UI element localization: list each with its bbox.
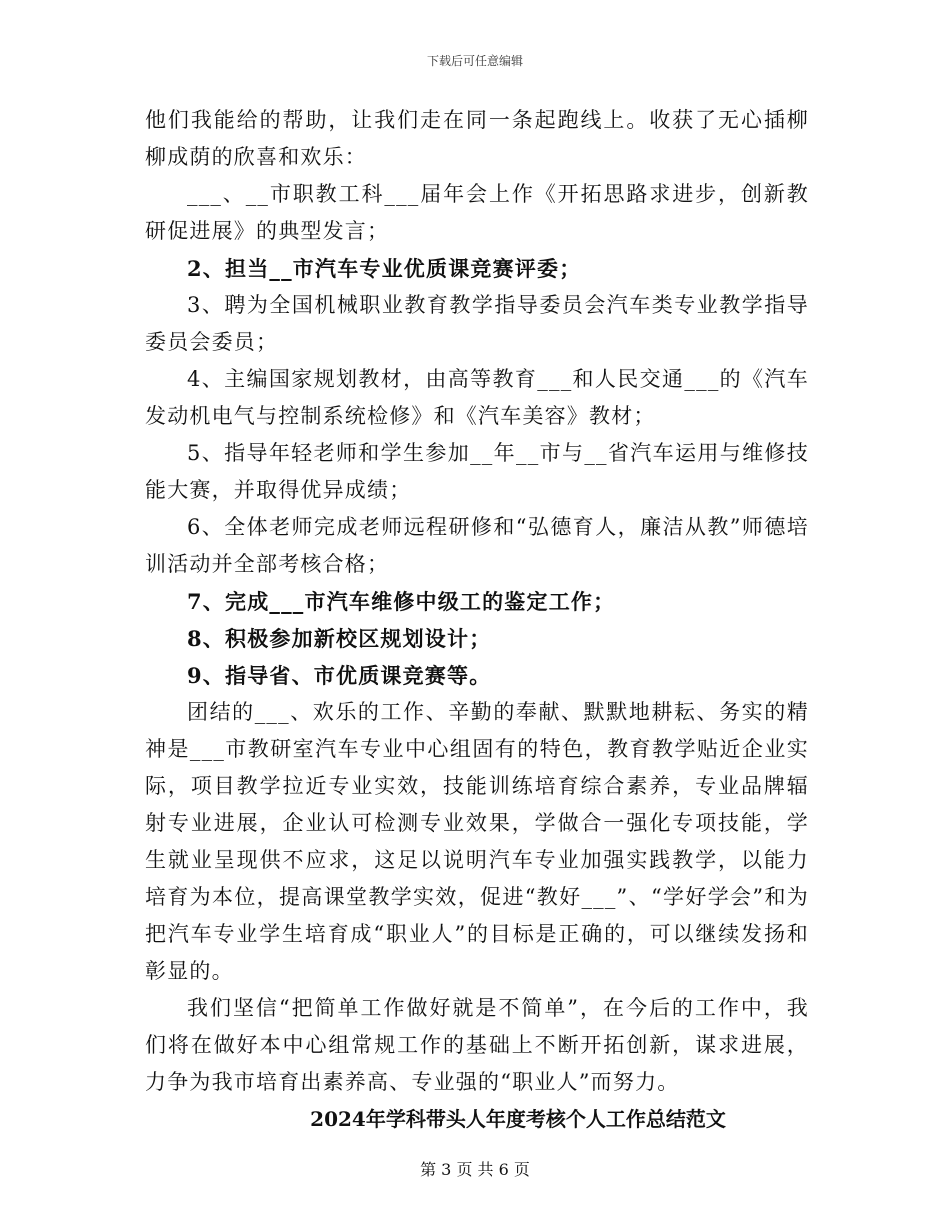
paragraph-item-8: 8、积极参加新校区规划设计； xyxy=(187,626,492,651)
paragraph-intro: 他们我能给的帮助，让我们走在同一条起跑线上。收获了无心插柳柳成荫的欣喜和欢乐： xyxy=(145,108,809,169)
paragraph-conclusion: 我们坚信“把简单工作做好就是不简单”，在今后的工作中，我们将在做好本中心组常规工作的基础上不断开拓创新，谋求进展，力争为我市培育出素养高、专业强的“职业人”而努力。 xyxy=(145,996,809,1094)
paragraph-item-4: 4、主编国家规划教材，由高等教育___和人民交通___的《汽车发动机电气与控制系统检修》和《汽车美容》教材； xyxy=(145,367,809,428)
page-header-note: 下载后可任意编辑 xyxy=(426,54,523,68)
paragraph-item-2: 2、担当__市汽车专业优质课竞赛评委； xyxy=(187,256,582,281)
paragraph-item-7: 7、完成___市汽车维修中级工的鉴定工作； xyxy=(187,589,616,614)
paragraph-item-9: 9、指导省、市优质课竞赛等。 xyxy=(187,663,492,688)
paragraph-item-5: 5、指导年轻老师和学生参加__年__市与__省汽车运用与维修技能大赛，并取得优异成绩； xyxy=(145,441,809,502)
document-body xyxy=(145,102,809,1138)
paragraph-summary: 团结的___、欢乐的工作、辛勤的奉献、默默地耕耘、务实的精神是___市教研室汽车专业中心组固有的特色，教育教学贴近企业实际，项目教学拉近专业实效，技能训练培育综合素养，专业品牌辐射专业进展，企业认可检测专业效果，学做合一强化专项技能，学生就业呈现供不应求，这足以说明汽车专业加强实践教学，以能力培育为本位，提高课堂教学实效，促进“教好___”、“学好学会”和为把汽车专业学生培育成“职业人”的目标是正确的，可以继续发扬和彰显的。 xyxy=(145,700,809,983)
section-title: 2024年学科带头人年度考核个人工作总结范文 xyxy=(310,1107,726,1131)
paragraph-item-1: ___、__市职教工科___届年会上作《开拓思路求进步，创新教研促进展》的典型发言； xyxy=(145,182,809,243)
page-number-footer: 第 3 页 共 6 页 xyxy=(420,1160,530,1179)
paragraph-item-6: 6、全体老师完成老师远程研修和“弘德育人，廉洁从教”师德培训活动并全部考核合格； xyxy=(145,515,809,576)
paragraph-item-3: 3、聘为全国机械职业教育教学指导委员会汽车类专业教学指导委员会委员； xyxy=(145,293,809,354)
